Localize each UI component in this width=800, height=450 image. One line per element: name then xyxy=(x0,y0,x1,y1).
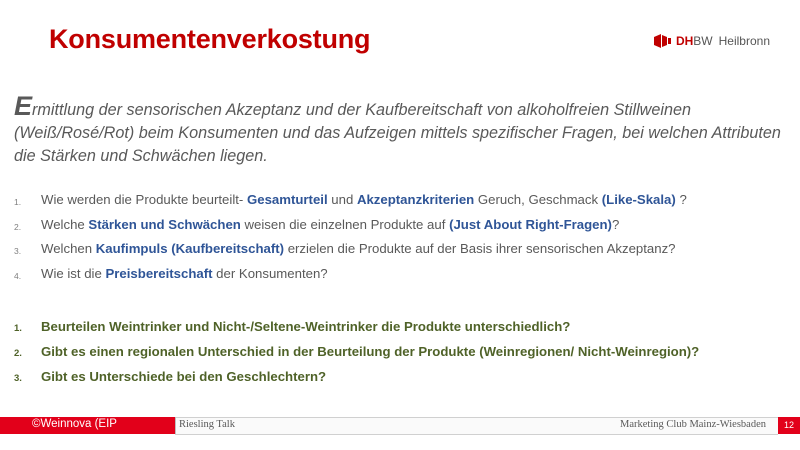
dhbw-logo-icon xyxy=(654,34,672,48)
list-number: 2. xyxy=(14,348,22,359)
list-number: 3. xyxy=(14,246,22,256)
highlight-term: Stärken und Schwächen xyxy=(88,216,241,232)
slide-footer xyxy=(0,417,800,434)
text-run: und xyxy=(327,192,357,207)
list-number: 1. xyxy=(14,323,22,334)
list-item xyxy=(14,368,794,393)
list-item xyxy=(14,216,794,241)
hypothesis-list xyxy=(14,318,794,393)
footer-organizer: Marketing Club Mainz-Wiesbaden xyxy=(620,419,766,430)
page-number: 12 xyxy=(778,417,800,434)
text-run: weisen die einzelnen Produkte auf xyxy=(240,216,450,232)
footer-event-name: Riesling Talk xyxy=(179,419,235,430)
highlight-term: Kaufimpuls (Kaufbereitschaft) xyxy=(95,241,285,256)
footer-brand: ©Weinnova (EIP xyxy=(32,418,117,430)
highlight-term: Preisbereitschaft xyxy=(105,265,213,281)
hypothesis-text: Gibt es einen regionalen Unterschied in der Beurteilung der Produkte (Weinregionen/ Nicht-Weinregion)? xyxy=(41,344,700,359)
list-number: 2. xyxy=(14,221,22,232)
slide-title: Konsumentenverkostung xyxy=(49,24,371,54)
text-run: Wie ist die xyxy=(41,265,106,281)
list-number: 1. xyxy=(14,197,22,207)
highlight-term: (Like-Skala) xyxy=(601,192,676,207)
list-number: 4. xyxy=(14,270,22,281)
list-item xyxy=(14,191,794,216)
dhbw-logo xyxy=(654,32,770,50)
text-run: Geruch, Geschmack xyxy=(474,192,602,207)
intro-text: rmittlung der sensorischen Akzeptanz und der Kaufbereitschaft von alkoholfreien Stillweinen (Weiß/Rosé/Rot) beim Konsumenten und das Aufzeigen mittels spezifischer Fragen, bei welchen Attributen die Stärken und Schwächen liegen. xyxy=(14,101,781,165)
text-run: Wie werden die Produkte beurteilt- xyxy=(41,192,247,207)
text-run: erzielen die Produkte auf der Basis ihrer sensorischen Akzeptanz? xyxy=(284,241,676,256)
text-run: Welchen xyxy=(41,241,96,256)
question-text xyxy=(41,191,687,209)
list-item xyxy=(14,343,794,368)
list-item xyxy=(14,265,794,290)
text-run: der Konsumenten? xyxy=(212,265,328,281)
text-run: Welche xyxy=(41,216,89,232)
highlight-term: (Just About Right-Fragen) xyxy=(449,216,612,232)
intro-paragraph xyxy=(14,91,792,168)
list-item xyxy=(14,240,794,265)
list-number: 3. xyxy=(14,373,22,384)
highlight-term: Akzeptanzkriterien xyxy=(356,192,475,207)
question-text xyxy=(41,216,619,234)
intro-dropcap: E xyxy=(14,91,33,121)
hypothesis-text: Gibt es Unterschiede bei den Geschlechtern? xyxy=(41,369,327,384)
highlight-term: Gesamturteil xyxy=(246,192,328,207)
logo-text-city: Heilbronn xyxy=(718,34,770,48)
text-run: ? xyxy=(675,192,687,207)
question-text xyxy=(41,240,676,258)
logo-text-dh: DH xyxy=(675,34,694,48)
logo-text-bw: BW xyxy=(693,34,713,48)
list-item xyxy=(14,318,794,343)
text-run: ? xyxy=(611,216,620,232)
hypothesis-text: Beurteilen Weintrinker und Nicht-/Seltene-Weintrinker die Produkte unterschiedlich? xyxy=(41,319,571,334)
question-list xyxy=(14,191,794,289)
footer-divider xyxy=(175,417,176,434)
question-text xyxy=(41,265,328,283)
